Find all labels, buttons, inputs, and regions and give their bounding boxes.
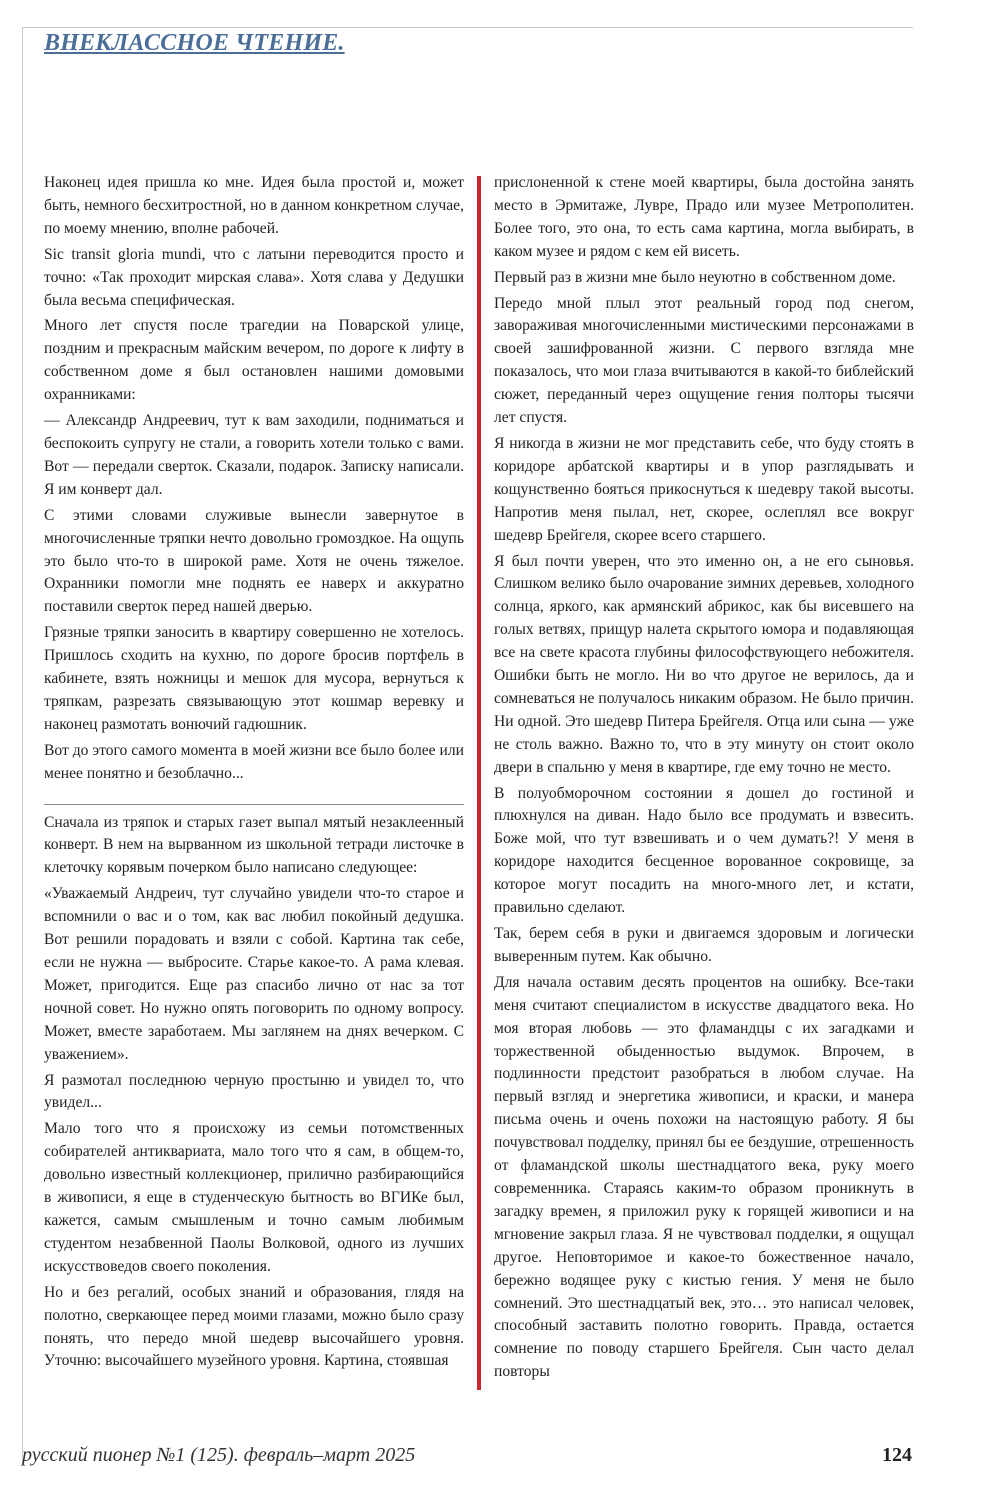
- section-title: ВНЕКЛАССНОЕ ЧТЕНИЕ.: [44, 30, 345, 56]
- paragraph: «Уважаемый Андреич, тут случайно увидели что-то старое и вспомнили о вас и о том, как вас любил покойный дедушка. Вот решили порадовать и взяли с собой. Картина так себе, если не нужна — выбросите. Старье какое-то. А рама клевая. Может, пригодится. Еще раз спасибо лично от нас за тот ночной совет. Но нужно опять поговорить по одному вопросу. Может, вместе заработаем. Мы заглянем на днях вечерком. С уважением».: [44, 885, 464, 1063]
- left-column: [44, 172, 464, 1376]
- paragraph: Я никогда в жизни не мог представить себе, что буду стоять в коридоре арбатской квартиры и в упор разглядывать и кощунственно бояться прикоснуться к шедевру такой высоты. Напротив меня пылал, нет, скорее, ослеплял все вокруг шедевр Брейгеля, скорее всего старшего.: [494, 434, 914, 544]
- paragraph: Вот до этого самого момента в моей жизни все было более или менее понятно и безоблачно...: [44, 741, 464, 782]
- paragraph: Sic transit gloria mundi, что с латыни переводится просто и точно: «Так проходит мирская слава». Хотя слава у Дедушки была весьма специфическая.: [44, 245, 464, 309]
- paragraph: Первый раз в жизни мне было неуютно в собственном доме.: [494, 268, 896, 286]
- right-column: [494, 172, 914, 1387]
- paragraph: — Александр Андреевич, тут к вам заходили, подниматься и беспокоить супругу не стали, а говорить хотели только с вами. Вот — передали сверток. Сказали, подарок. Записку написали. Я им конверт дал.: [44, 412, 464, 498]
- paragraph: Для начала оставим десять процентов на ошибку. Все-таки меня считают специалистом в искусстве двадцатого века. Но моя вторая любовь — это фламандцы с их загадками и торжественной обыденностью выдумок. Впрочем, в подлинности предстоит разобраться в любом случае. На первый взгляд и энергетика живописи, и краски, и манера письма очень и очень похожи на настоящую работу. Я бы почувствовал подделку, принял бы ее бездушие, отрешенность от фламандской школы шестнадцатого века, руку моего современника. Стараясь каким-то образом проникнуть в загадку времен, я приложил руку к горящей живописи и на мгновение закрыл глаза. Я не чувствовал подделки, я ощущал другое. Неповторимое и какое-то божественное начало, бережно водящее руку с кистью гения. У меня не было сомнений. Это шестнадцатый век, это… это написал человек, способный заставить полотно говорить. Правда, остается сомнение по поводу старшего Брейгеля. Сын часто делал повторы: [494, 973, 914, 1381]
- paragraph: прислоненной к стене моей квартиры, была достойна занять место в Эрмитаже, Лувре, Прадо или музее Метрополитен. Более того, это она, то есть сама картина, могла выбирать, в каком музее и рядом с кем ей висеть.: [494, 174, 914, 260]
- paragraph: Сначала из тряпок и старых газет выпал мятый незаклеенный конверт. В нем на вырванном из школьной тетради листочке в клеточку корявым почерком было написано следующее:: [44, 813, 464, 877]
- paragraph: Наконец идея пришла ко мне. Идея была простой и, может быть, немного бесхитростной, но в данном конкретном случае, по моему мнению, вполне рабочей.: [44, 174, 464, 237]
- paragraph: Грязные тряпки заносить в квартиру совершенно не хотелось. Пришлось сходить на кухню, по дороге бросив портфель в кабинете, взять ножницы и мешок для мусора, вернуться к тряпкам, разрезать связывающую этот кошмар веревку и наконец размотать вонючий гадюшник.: [44, 624, 464, 733]
- paragraph: Передо мной плыл этот реальный город под снегом, завораживая многочисленными мистическими персонажами в своей зашифрованной жизни. С первого взгляда мне показалось, что мои глаза вчитываются в какой-то библейский сюжет, переданный через ощущение гения полторы тысячи лет спустя.: [494, 294, 914, 427]
- left-border-rule: [22, 27, 23, 1464]
- paragraph: Я размотал последнюю черную простыню и увидел то, что увидел...: [44, 1071, 464, 1112]
- paragraph: Много лет спустя после трагедии на Поварской улице, поздним и прекрасным майским вечером, по дороге к лифту в собственном доме я был остановлен нашими домовыми охранниками:: [44, 317, 464, 404]
- paragraph: Но и без регалий, особых знаний и образования, глядя на полотно, сверкающее перед моими глазами, можно было сразу понять, что передо мной шедевр высочайшего уровня. Уточню: высочайшего музейного уровня. Картина, стоявшая: [44, 1283, 464, 1370]
- paragraph: Я был почти уверен, что это именно он, а не его сыновья. Слишком велико было очарование зимних деревьев, холодного солнца, яркого, как армянский абрикос, как бы висевшего на голых ветвях, прищур налета скрытого юмора и подавляющая все на свете красота глубины философствующего небожителя. Ошибки быть не могло. Ни во что другое не верилось, да и сомневаться не получалось никаким образом. Не было причин. Ни одной. Это шедевр Питера Брейгеля. Отца или сына — уже не столь важно. Важно то, что в эту минуту он стоит около двери в спальню у меня в квартире, где ему точно не место.: [494, 552, 914, 776]
- paragraph: Так, берем себя в руки и двигаемся здоровым и логически выверенным путем. Как обычно.: [494, 925, 914, 965]
- paragraph: В полуобморочном состоянии я дошел до гостиной и плюхнулся на диван. Надо было все продумать и взвесить. Боже мой, что тут взвешивать и о чем думать?! У меня в коридоре находится бесценное ворованное сокровище, за которое могут посадить на много-много лет, и кстати, правильно сделают.: [494, 784, 914, 917]
- top-border-rule: [22, 27, 913, 28]
- column-divider: [477, 176, 481, 1390]
- page-number: 124: [882, 1444, 912, 1466]
- paragraph: С этими словами служивые вынесли завернутое в многочисленные тряпки нечто довольно громоздкое. На ощупь это было что-то в широкой раме. Хотя не очень тяжелое. Охранники помогли мне поднять ее наверх и аккуратно поставили сверток перед нашей дверью.: [44, 506, 464, 616]
- section-divider: [44, 804, 464, 805]
- paragraph: Мало того что я происхожу из семьи потомственных собирателей антиквариата, мало того что я сам, в общем-то, довольно известный коллекционер, прилично разбирающийся в живописи, я еще в студенческую бытность во ВГИКе был, кажется, самым смышленым и точно самым любимым студентом незабвенной Паолы Волковой, одного из лучших искусствоведов своего поколения.: [44, 1120, 464, 1275]
- magazine-issue-footer: русский пионер №1 (125). февраль–март 2025: [22, 1444, 416, 1466]
